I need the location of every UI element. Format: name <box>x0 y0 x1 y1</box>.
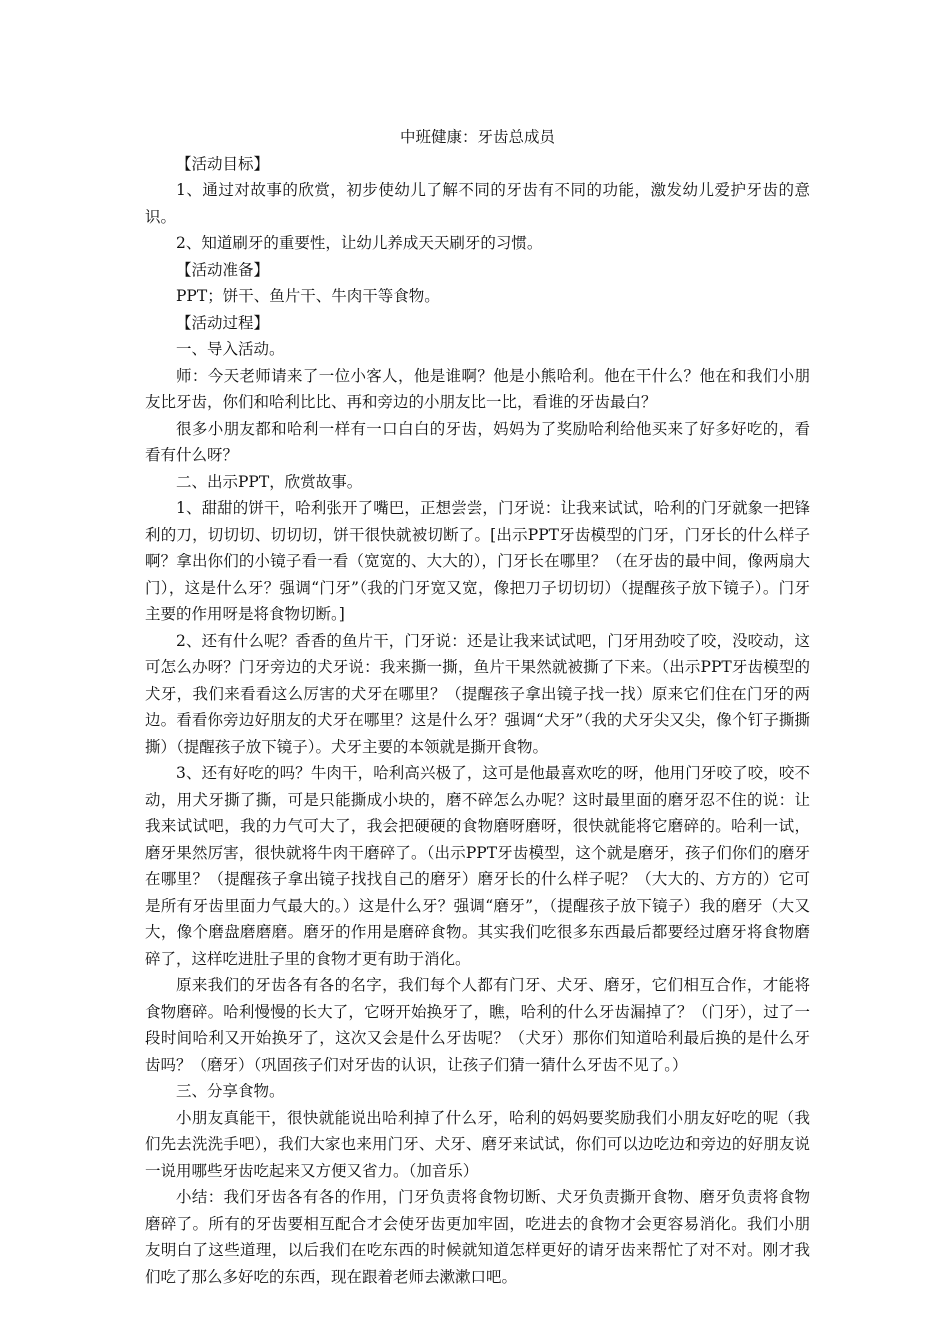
paragraph: 2、还有什么呢？香香的鱼片干，门牙说：还是让我来试试吧，门牙用劲咬了咬，没咬动，这可怎么办呀？门牙旁边的犬牙说：我来撕一撕，鱼片干果然就被撕了下来。（出示PPT牙齿模型的犬牙，我们来看看这么厉害的犬牙在哪里？（提醒孩子拿出镜子找一找）原来它们住在门牙的两边。看看你旁边好朋友的犬牙在哪里？这是什么牙？强调“犬牙”（我的犬牙尖又尖，像个钉子撕撕撕）（提醒孩子放下镜子）。犬牙主要的本领就是撕开食物。 <box>145 631 810 756</box>
paragraph: 原来我们的牙齿各有各的名字，我们每个人都有门牙、犬牙、磨牙，它们相互合作，才能将食物磨碎。哈利慢慢的长大了，它呀开始换牙了，瞧，哈利的什么牙齿漏掉了？（门牙），过了一段时间哈利又开始换牙了，这次又会是什么牙齿呢？（犬牙）那你们知道哈利最后换的是什么牙齿吗？（磨牙）（巩固孩子们对牙齿的认识，让孩子们猜一猜什么牙齿不见了。） <box>145 976 810 1074</box>
paragraph: 1、通过对故事的欣赏，初步使幼儿了解不同的牙齿有不同的功能，激发幼儿爱护牙齿的意识。 <box>145 181 810 226</box>
paragraph-list <box>145 151 810 1291</box>
paragraph: 三、分享食物。 <box>176 1082 285 1100</box>
section-heading: 【活动准备】 <box>176 260 270 279</box>
paragraph: 二、出示PPT，欣赏故事。 <box>176 472 363 491</box>
paragraph: 师：今天老师请来了一位小客人，他是谁啊？他是小熊哈利。他在干什么？他在和我们小朋友比牙齿，你们和哈利比比、再和旁边的小朋友比一比，看谁的牙齿最白？ <box>145 366 810 411</box>
paragraph: 小朋友真能干，很快就能说出哈利掉了什么牙，哈利的妈妈要奖励我们小朋友好吃的呢（我们先去洗洗手吧），我们大家也来用门牙、犬牙、磨牙来试试，你们可以边吃边和旁边的好朋友说一说用哪些牙齿吃起来又方便又省力。（加音乐） <box>145 1108 810 1180</box>
document-title: 中班健康：牙齿总成员 <box>399 128 555 146</box>
document-body <box>145 124 810 1290</box>
section-heading: 【活动目标】 <box>176 154 270 173</box>
paragraph: 一、导入活动。 <box>176 340 285 358</box>
paragraph: 3、还有好吃的吗？牛肉干，哈利高兴极了，这可是他最喜欢吃的呀，他用门牙咬了咬，咬不动，用犬牙撕了撕，可是只能撕成小块的，磨不碎怎么办呢？这时最里面的磨牙忍不住的说：让我来试试吧，我的力气可大了，我会把硬硬的食物磨呀磨呀，很快就能将它磨碎的。哈利一试，磨牙果然厉害，很快就将牛肉干磨碎了。（出示PPT牙齿模型，这个就是磨牙，孩子们你们的磨牙在哪里？（提醒孩子拿出镜子找找自己的磨牙）磨牙长的什么样子呢？（大大的、方方的）它可是所有牙齿里面力气最大的。）这是什么牙？强调“磨牙”，（提醒孩子放下镜子）我的磨牙（大又大，像个磨盘磨磨磨。磨牙的作用是磨碎食物。其实我们吃很多东西最后都要经过磨牙将食物磨碎了，这样吃进肚子里的食物才更有助于消化。 <box>145 764 810 968</box>
paragraph: 2、知道刷牙的重要性，让幼儿养成天天刷牙的习惯。 <box>176 234 543 252</box>
paragraph: 小结：我们牙齿各有各的作用，门牙负责将食物切断、犬牙负责撕开食物、磨牙负责将食物磨碎了。所有的牙齿要相互配合才会使牙齿更加牢固，吃进去的食物才会更容易消化。我们小朋友明白了这些道理，以后我们在吃东西的时候就知道怎样更好的请牙齿来帮忙了对不对。刚才我们吃了那么多好吃的东西，现在跟着老师去漱漱口吧。 <box>145 1188 810 1286</box>
paragraph: PPT；饼干、鱼片干、牛肉干等食物。 <box>176 287 440 305</box>
paragraph: 很多小朋友都和哈利一样有一口白白的牙齿，妈妈为了奖励哈利给他买来了好多好吃的，看看有什么呀？ <box>145 419 810 464</box>
paragraph: 1、甜甜的饼干，哈利张开了嘴巴，正想尝尝，门牙说：让我来试试，哈利的门牙就象一把锋利的刀，切切切、切切切，饼干很快就被切断了。[出示PPT牙齿模型的门牙，门牙长的什么样子啊？拿出你们的小镜子看一看（宽宽的、大大的），门牙长在哪里？（在牙齿的最中间，像两扇大门），这是什么牙？强调“门牙”（我的门牙宽又宽，像把刀子切切切）（提醒孩子放下镜子）。门牙主要的作用呀是将食物切断。] <box>145 499 810 623</box>
section-heading: 【活动过程】 <box>176 313 270 332</box>
